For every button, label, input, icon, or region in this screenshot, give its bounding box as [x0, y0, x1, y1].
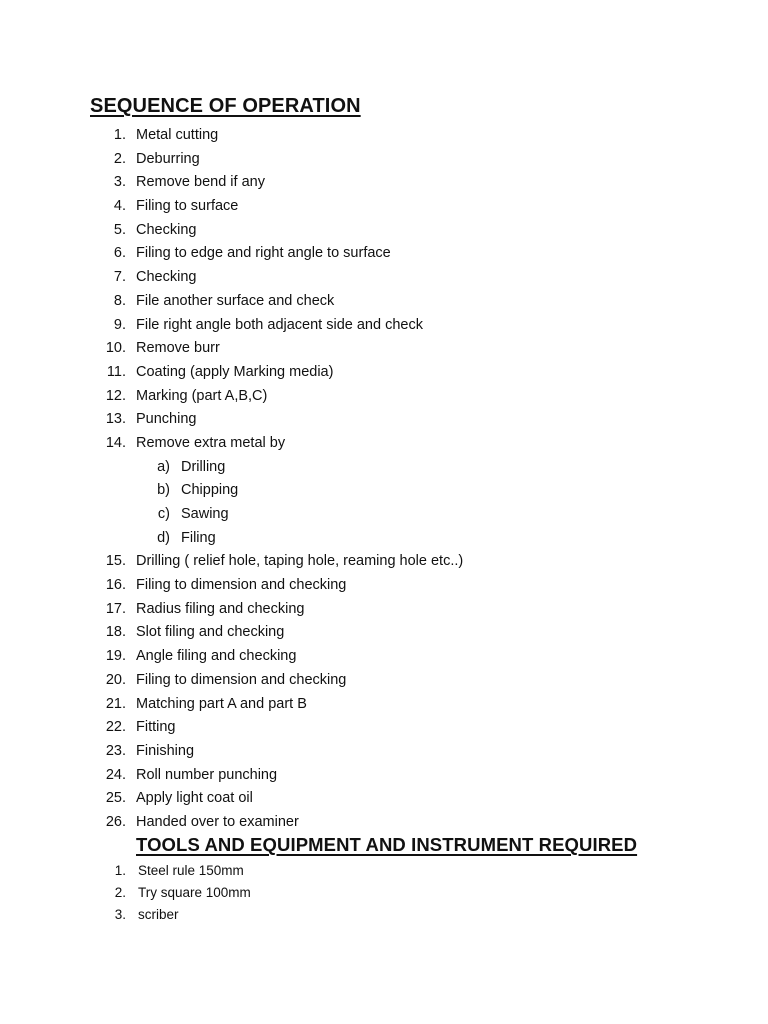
list-item-number: 5.: [113, 221, 126, 238]
list-item-number: 6.: [113, 245, 126, 262]
list-item-number: d): [157, 529, 170, 546]
list-item-text: Filing: [181, 529, 216, 546]
list-item-text: Filing to dimension and checking: [136, 671, 347, 688]
list-item-number: 1.: [114, 863, 126, 878]
list-item-number: 24.: [105, 766, 126, 783]
list-item-text: Steel rule 150mm: [138, 863, 244, 878]
list-item-number: 20.: [105, 671, 126, 688]
list-item-text: Filing to surface: [136, 198, 239, 215]
list-item-number: 1.: [113, 127, 126, 143]
list-item-text: Remove extra metal by: [136, 434, 286, 451]
list-item-number: 8.: [113, 292, 126, 309]
list-item-number: 13.: [105, 411, 126, 428]
list-item-number: 7.: [113, 269, 126, 286]
list-item-number: 18.: [105, 624, 126, 641]
list-item-number: 23.: [105, 742, 126, 759]
list-item-text: Matching part A and part B: [136, 695, 307, 712]
list-item-number: 2.: [114, 885, 126, 900]
list-item-text: Chipping: [181, 482, 239, 499]
list-item-number: 9.: [113, 316, 126, 333]
list-item-number: a): [157, 458, 170, 475]
list-item-number: 19.: [105, 648, 126, 665]
list-item-text: Remove bend if any: [136, 174, 265, 191]
list-item-text: Try square 100mm: [138, 885, 251, 900]
list-item-text: scriber: [138, 907, 179, 922]
list-item-text: File another surface and check: [136, 292, 335, 309]
list-item-number: 2.: [113, 150, 126, 167]
list-item-text: Filing to edge and right angle to surface: [136, 245, 391, 262]
list-item-text: File right angle both adjacent side and check: [136, 316, 423, 333]
list-item-number: 21.: [105, 695, 126, 712]
list-item-number: 26.: [105, 813, 126, 830]
list-item-text: Metal cutting: [136, 127, 219, 143]
list-item-number: 12.: [105, 387, 126, 404]
sequence-heading: SEQUENCE OF OPERATION: [90, 95, 361, 117]
list-item-number: 16.: [105, 577, 126, 594]
list-item-text: Handed over to examiner: [136, 813, 299, 830]
list-item-text: Filing to dimension and checking: [136, 577, 347, 594]
list-item-text: Punching: [136, 411, 197, 428]
list-item-text: Roll number punching: [136, 766, 278, 783]
list-item-text: Checking: [136, 221, 197, 238]
list-item-number: 14.: [105, 434, 126, 451]
list-item-text: Coating (apply Marking media): [136, 363, 334, 380]
list-item-number: 25.: [105, 790, 126, 807]
list-item-number: 3.: [113, 174, 126, 191]
list-item-number: 3.: [114, 907, 126, 922]
tools-heading: TOOLS AND EQUIPMENT AND INSTRUMENT REQUIRED: [136, 834, 638, 855]
list-item-text: Drilling: [181, 458, 226, 475]
list-item-text: Radius filing and checking: [136, 600, 305, 617]
list-item-text: Slot filing and checking: [136, 624, 285, 641]
list-item-number: 15.: [105, 553, 126, 570]
list-item-text: Finishing: [136, 742, 195, 759]
list-item-text: Deburring: [136, 150, 200, 167]
list-item-text: Apply light coat oil: [136, 790, 253, 807]
list-item-text: Drilling ( relief hole, taping hole, reaming hole etc..): [136, 553, 464, 570]
list-item-text: Remove burr: [136, 340, 220, 357]
list-item-text: Fitting: [136, 719, 176, 736]
list-item-number: 22.: [105, 719, 126, 736]
list-item-number: c): [157, 506, 170, 522]
list-item-number: b): [157, 482, 170, 499]
list-item-text: Angle filing and checking: [136, 648, 297, 665]
list-item-number: 4.: [113, 198, 126, 215]
list-item-number: 10.: [105, 340, 126, 357]
list-item-number: 17.: [105, 600, 126, 617]
list-item-text: Marking (part A,B,C): [136, 387, 268, 404]
list-item-text: Checking: [136, 269, 197, 286]
list-item-number: 11.: [106, 363, 126, 380]
list-item-text: Sawing: [181, 506, 229, 522]
